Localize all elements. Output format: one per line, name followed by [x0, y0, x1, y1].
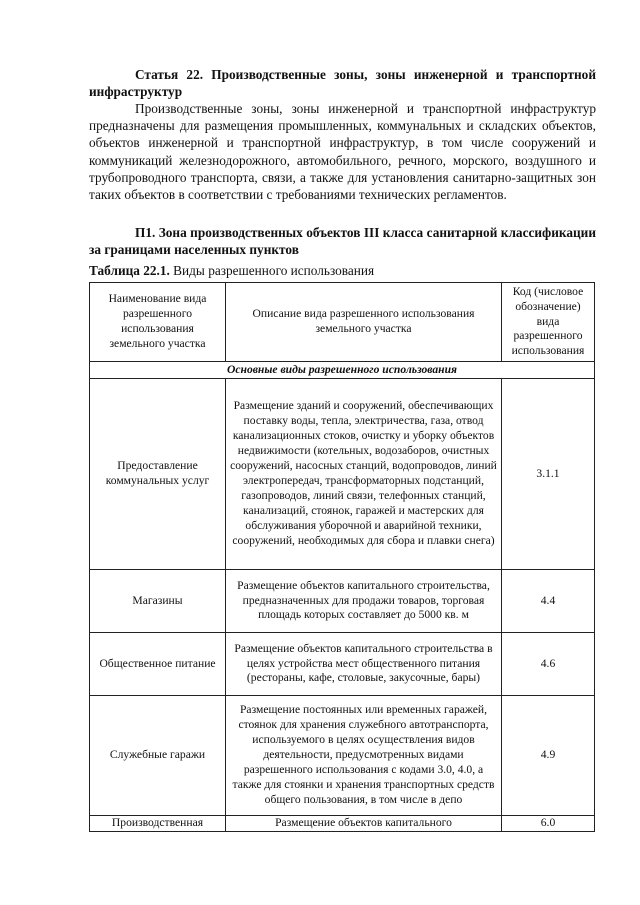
table-row [90, 696, 595, 816]
row-code: 6.0 [502, 816, 595, 832]
table-row [90, 633, 595, 696]
group-label: Основные виды разрешенного использования [90, 362, 595, 379]
row-name: Предоставление коммунальных услуг [90, 379, 226, 570]
article-paragraph: Производственные зоны, зоны инженерной и транспортной инфраструктур предназначены для размещения промышленных, коммунальных и складских объектов, объектов инженерной и транспортной инфраструктур, в том числе сооружений и коммуникаций железнодорожного, автомобильного, речного, морского, воздушного и трубопроводного транспорта, связи, а также для установления санитарно-защитных зон таких объектов в соответствии с требованиями технических регламентов. [89, 101, 596, 203]
table-row [90, 379, 595, 570]
permitted-use-table [89, 282, 595, 832]
table-row [90, 816, 595, 832]
row-description: Размещение объектов капитального [226, 816, 502, 832]
row-description: Размещение постоянных или временных гаражей, стоянок для хранения служебного автотранспорта, используемого в целях осуществления видов деятельности, предусмотренных видами разрешенного использования с кодами 3.0, 4.0, а также для стоянки и хранения транспортных средств общего пользования, в том числе в депо [226, 696, 502, 816]
article-title: Статья 22. Производственные зоны, зоны инженерной и транспортной инфраструктур [89, 67, 596, 99]
row-name: Общественное питание [90, 633, 226, 696]
header-description: Описание вида разрешенного использования земельного участка [226, 283, 502, 362]
row-code: 4.6 [502, 633, 595, 696]
row-code: 3.1.1 [502, 379, 595, 570]
row-code: 4.9 [502, 696, 595, 816]
row-name: Служебные гаражи [90, 696, 226, 816]
row-description: Размещение объектов капитального строительства в целях устройства мест общественного питания (рестораны, кафе, столовые, закусочные, бары) [226, 633, 502, 696]
row-code: 4.4 [502, 570, 595, 633]
table-group-row [90, 362, 595, 379]
header-name: Наименование вида разрешенного использования земельного участка [90, 283, 226, 362]
header-code: Код (числовое обозначение) вида разрешенного использования [502, 283, 595, 362]
row-name: Производственная [90, 816, 226, 832]
table-header-row [90, 283, 595, 362]
table-caption [89, 262, 596, 279]
row-description: Размещение объектов капитального строительства, предназначенных для продажи товаров, торговая площадь которых составляет до 5000 кв. м [226, 570, 502, 633]
table-caption-text: Виды разрешенного использования [169, 263, 375, 278]
row-description: Размещение зданий и сооружений, обеспечивающих поставку воды, тепла, электричества, газа, отвод канализационных стоков, очистку и уборку объектов недвижимости (котельных, водозаборов, очистных сооружений, насосных станций, водопроводов, линий электропередач, трансформаторных подстанций, газопроводов, линий связи, телефонных станций, канализаций, стоянок, гаражей и мастерских для обслуживания уборочной и аварийной техники, сооружений, необходимых для сбора и плавки снега) [226, 379, 502, 570]
row-name: Магазины [90, 570, 226, 633]
table-caption-number: Таблица 22.1. [89, 263, 170, 278]
table-row [90, 570, 595, 633]
section-title: П1. Зона производственных объектов III класса санитарной классификации за границами населенных пунктов [89, 225, 596, 257]
